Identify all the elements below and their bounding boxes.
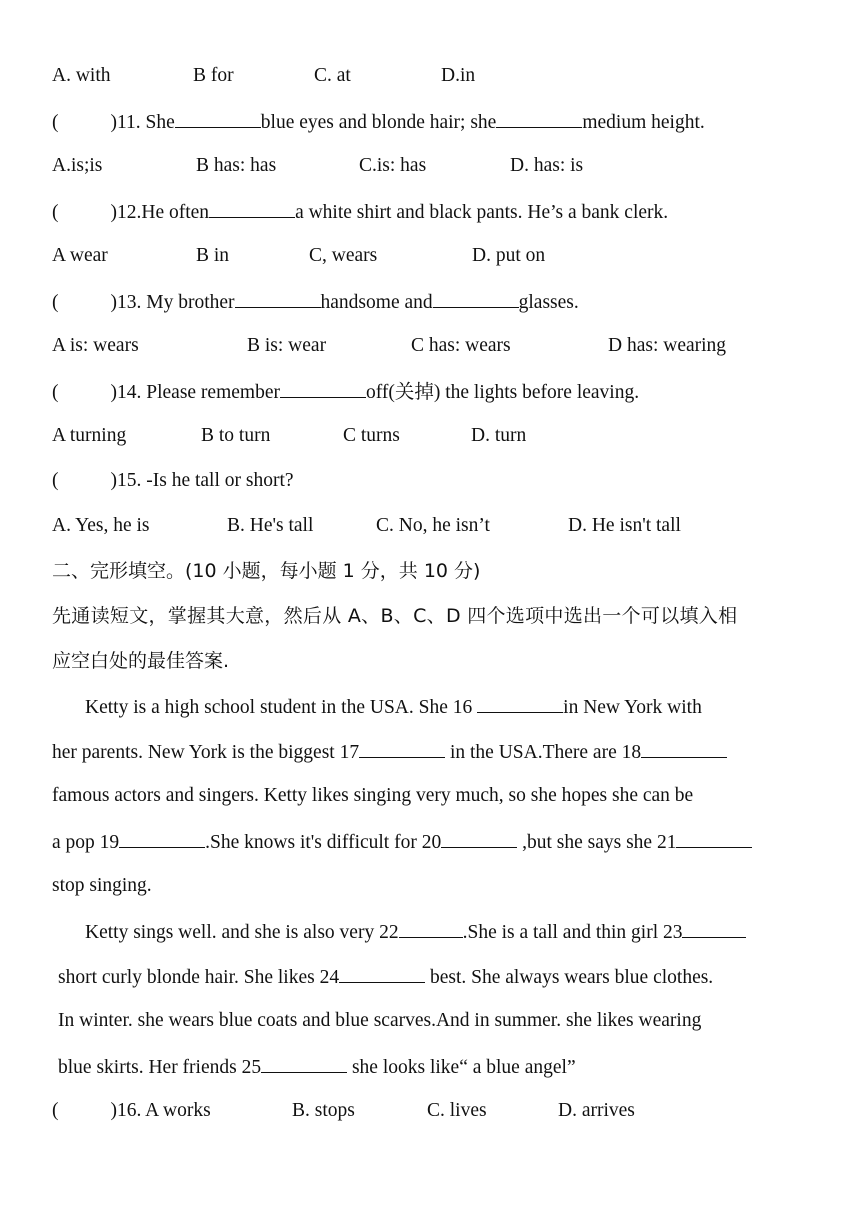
answer-blank (399, 919, 463, 938)
q13-option-a: A is: wears (52, 335, 139, 356)
answer-blank (641, 739, 727, 758)
passage-line: In winter. she wears blue coats and blue scarves.And in summer. she likes wearing (58, 1010, 702, 1031)
q14-option-a: A turning (52, 425, 127, 446)
passage-line: a pop 19 .She knows it's difficult for 20 ,but she says she 21 (52, 829, 752, 855)
answer-blank (209, 199, 295, 218)
answer-blank (441, 829, 517, 848)
passage-line: Ketty sings well. and she is also very 22 .She is a tall and thin girl 23 (85, 919, 746, 945)
q10-option-a: A. with (52, 65, 111, 86)
answer-paren: ( (52, 1100, 59, 1121)
answer-paren: ( (52, 202, 59, 223)
q14-stem: ( )14. Please remember off(关掉) the lights before leaving. (52, 379, 639, 405)
q12-option-c: C, wears (309, 245, 378, 266)
q14-option-d: D. turn (471, 425, 527, 446)
q13-option-c: C has: wears (411, 335, 511, 356)
answer-blank (359, 739, 445, 758)
q10-option-d: D.in (441, 65, 476, 86)
q15-option-c: C. No, he isn’t (376, 515, 490, 536)
q11-stem: ( )11. She blue eyes and blonde hair; she medium height. (52, 109, 705, 135)
section-instruction-line1: 先通读短文，掌握其大意，然后从 A、B、C、D 四个选项中选出一个可以填入相 (52, 605, 738, 627)
answer-paren: ( (52, 112, 59, 133)
answer-blank (477, 694, 563, 713)
q12-option-b: B in (196, 245, 230, 266)
answer-blank (682, 919, 746, 938)
answer-blank (235, 289, 321, 308)
q10-option-c: C. at (314, 65, 351, 86)
q11-option-d: D. has: is (510, 155, 584, 176)
q16-option-b: B. stops (292, 1100, 355, 1121)
answer-blank (261, 1054, 347, 1073)
q14-option-b: B to turn (201, 425, 271, 446)
q11-option-a: A.is;is (52, 155, 103, 176)
q13-option-b: B is: wear (247, 335, 327, 356)
q16-option-c: C. lives (427, 1100, 487, 1121)
answer-paren: ( (52, 292, 59, 313)
answer-blank (119, 829, 205, 848)
q12-option-a: A wear (52, 245, 108, 266)
q10-option-b: B for (193, 65, 234, 86)
answer-paren: ( (52, 382, 59, 403)
q11-option-c: C.is: has (359, 155, 427, 176)
answer-blank (496, 109, 582, 128)
answer-blank (433, 289, 519, 308)
passage-line: Ketty is a high school student in the USA. She 16 in New York with (85, 694, 702, 720)
section-instruction-line2: 应空白处的最佳答案. (52, 650, 230, 672)
answer-blank (676, 829, 752, 848)
section-heading: 二、完形填空。(10 小题，每小题 1 分，共 10 分) (52, 560, 481, 582)
q15-option-b: B. He's tall (227, 515, 314, 536)
passage-line: short curly blonde hair. She likes 24 best. She always wears blue clothes. (58, 964, 713, 990)
answer-paren: ( (52, 470, 59, 491)
passage-line: her parents. New York is the biggest 17 in the USA.There are 18 (52, 739, 727, 765)
passage-line: blue skirts. Her friends 25 she looks like“ a blue angel” (58, 1054, 576, 1080)
answer-blank (280, 379, 366, 398)
q14-option-c: C turns (343, 425, 400, 446)
q11-option-b: B has: has (196, 155, 277, 176)
q15-option-d: D. He isn't tall (568, 515, 681, 536)
passage-line: famous actors and singers. Ketty likes singing very much, so she hopes she can be (52, 785, 694, 806)
q12-option-d: D. put on (472, 245, 546, 266)
q15-stem: ( )15. -Is he tall or short? (52, 470, 294, 491)
q15-option-a: A. Yes, he is (52, 515, 150, 536)
q16-stem: ( )16. A works (52, 1100, 211, 1121)
q12-stem: ( )12.He often a white shirt and black pants. He’s a bank clerk. (52, 199, 668, 225)
q13-option-d: D has: wearing (608, 335, 727, 356)
q16-option-d: D. arrives (558, 1100, 635, 1121)
answer-blank (339, 964, 425, 983)
answer-blank (175, 109, 261, 128)
passage-line: stop singing. (52, 875, 152, 896)
q13-stem: ( )13. My brother handsome and glasses. (52, 289, 579, 315)
